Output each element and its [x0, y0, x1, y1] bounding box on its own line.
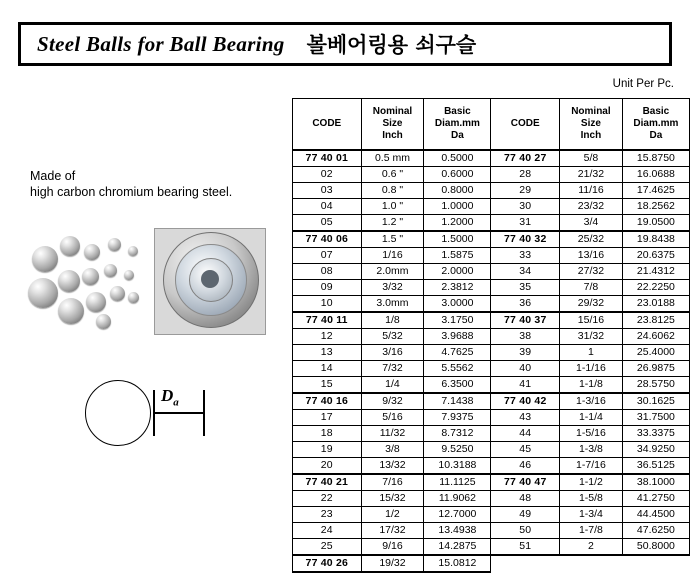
- specification-table: [292, 98, 690, 573]
- cell-code-left: 17: [293, 410, 362, 426]
- cell-nominal-left: 5/16: [361, 410, 424, 426]
- header-code-right: CODE: [491, 99, 560, 151]
- cell-nominal-right: 1-3/16: [560, 393, 623, 410]
- cell-nominal-right: 1-7/8: [560, 523, 623, 539]
- table-row: [293, 183, 690, 199]
- cell-code-left: 77 40 16: [293, 393, 362, 410]
- cell-nominal-right: 1-7/16: [560, 458, 623, 475]
- cell-code-right: 30: [491, 199, 560, 215]
- cell-code-left: 02: [293, 167, 362, 183]
- cell-code-left: 25: [293, 539, 362, 556]
- cell-basic-left: 2.0000: [424, 264, 491, 280]
- cell-code-right: 39: [491, 345, 560, 361]
- cell-nominal-left: 0.8 ": [361, 183, 424, 199]
- cell-basic-left: 0.6000: [424, 167, 491, 183]
- steel-ball-icon: [32, 246, 58, 272]
- cell-nominal-right: 7/8: [560, 280, 623, 296]
- cell-nominal-right: 27/32: [560, 264, 623, 280]
- cell-code-left: 04: [293, 199, 362, 215]
- page-title-korean: 볼베어링용 쇠구슬: [306, 33, 477, 57]
- cell-basic-left: 2.3812: [424, 280, 491, 296]
- cell-basic-right: 17.4625: [622, 183, 689, 199]
- cell-nominal-left: 1/8: [361, 312, 424, 329]
- cell-code-left: 22: [293, 491, 362, 507]
- cell-nominal-right: 3/4: [560, 215, 623, 232]
- steel-ball-icon: [60, 236, 80, 256]
- table-row: [293, 296, 690, 313]
- cell-code-right: 36: [491, 296, 560, 313]
- table-row: [293, 426, 690, 442]
- cell-basic-right: 20.6375: [622, 248, 689, 264]
- cell-nominal-left: 0.5 mm: [361, 150, 424, 167]
- cell-code-right: 77 40 32: [491, 231, 560, 248]
- cell-basic-left: 0.8000: [424, 183, 491, 199]
- cell-basic-right: 15.8750: [622, 150, 689, 167]
- cell-code-left: 77 40 06: [293, 231, 362, 248]
- cell-nominal-right: 2: [560, 539, 623, 556]
- steel-ball-icon: [82, 268, 99, 285]
- cell-basic-left: 3.0000: [424, 296, 491, 313]
- cell-nominal-left: 3/16: [361, 345, 424, 361]
- dimension-label: $D_a$: [161, 386, 179, 409]
- cell-code-right: 77 40 27: [491, 150, 560, 167]
- cell-nominal-left: 17/32: [361, 523, 424, 539]
- cell-nominal-right: 21/32: [560, 167, 623, 183]
- table-row: [293, 231, 690, 248]
- steel-ball-icon: [128, 292, 139, 303]
- cell-basic-right: 19.0500: [622, 215, 689, 232]
- table-row: [293, 555, 690, 572]
- cell-basic-left: 11.1125: [424, 474, 491, 491]
- cell-nominal-right: 23/32: [560, 199, 623, 215]
- cell-nominal-left: 1.2 ": [361, 215, 424, 232]
- table-row: [293, 474, 690, 491]
- table-row: [293, 442, 690, 458]
- header-basic-right: Basic Diam.mm Da: [622, 99, 689, 151]
- cell-basic-right: 19.8438: [622, 231, 689, 248]
- cell-code-left: 13: [293, 345, 362, 361]
- cell-code-right: 38: [491, 329, 560, 345]
- cell-nominal-left: 13/32: [361, 458, 424, 475]
- cell-basic-left: 10.3188: [424, 458, 491, 475]
- table-body: [293, 150, 690, 572]
- header-nominal-left: Nominal Size Inch: [361, 99, 424, 151]
- cell-code-right: 35: [491, 280, 560, 296]
- table-row: [293, 312, 690, 329]
- table-row: [293, 329, 690, 345]
- cell-code-left: 15: [293, 377, 362, 394]
- cell-basic-right: 31.7500: [622, 410, 689, 426]
- table-row: [293, 361, 690, 377]
- table-row: [293, 264, 690, 280]
- cell-basic-right: 44.4500: [622, 507, 689, 523]
- cell-code-right: 40: [491, 361, 560, 377]
- steel-ball-icon: [110, 286, 125, 301]
- cell-basic-right: 36.5125: [622, 458, 689, 475]
- cell-nominal-left: 3/32: [361, 280, 424, 296]
- cell-code-left: 12: [293, 329, 362, 345]
- cell-basic-right: 28.5750: [622, 377, 689, 394]
- cell-nominal-left: 0.6 ": [361, 167, 424, 183]
- cell-code-left: 03: [293, 183, 362, 199]
- cell-nominal-left: 1/2: [361, 507, 424, 523]
- cell-basic-right: 25.4000: [622, 345, 689, 361]
- table-row: [293, 523, 690, 539]
- cell-code-right: 51: [491, 539, 560, 556]
- cell-code-right: 46: [491, 458, 560, 475]
- table-row: [293, 248, 690, 264]
- cell-nominal-right: 5/8: [560, 150, 623, 167]
- cell-nominal-left: 11/32: [361, 426, 424, 442]
- steel-ball-icon: [108, 238, 121, 251]
- cell-basic-left: 4.7625: [424, 345, 491, 361]
- cell-basic-left: 7.9375: [424, 410, 491, 426]
- table-row: [293, 215, 690, 232]
- cell-code-left: 18: [293, 426, 362, 442]
- table-row: [293, 167, 690, 183]
- cell-nominal-right: 1-1/16: [560, 361, 623, 377]
- cell-code-left: 14: [293, 361, 362, 377]
- specification-table-wrapper: [292, 98, 690, 573]
- cell-basic-right-empty: [622, 555, 689, 572]
- cell-basic-left: 3.1750: [424, 312, 491, 329]
- cell-basic-right: 16.0688: [622, 167, 689, 183]
- cell-basic-right: 23.8125: [622, 312, 689, 329]
- cell-code-right: 48: [491, 491, 560, 507]
- cell-basic-left: 11.9062: [424, 491, 491, 507]
- cell-code-right: 77 40 42: [491, 393, 560, 410]
- cell-basic-left: 6.3500: [424, 377, 491, 394]
- steel-ball-icon: [28, 278, 58, 308]
- ball-outline-icon: [85, 380, 151, 446]
- cell-basic-right: 30.1625: [622, 393, 689, 410]
- cell-basic-left: 0.5000: [424, 150, 491, 167]
- table-row: [293, 393, 690, 410]
- cell-code-right: 28: [491, 167, 560, 183]
- cell-basic-left: 5.5562: [424, 361, 491, 377]
- cell-basic-left: 9.5250: [424, 442, 491, 458]
- cell-basic-right: 33.3375: [622, 426, 689, 442]
- cell-code-right: 33: [491, 248, 560, 264]
- cell-nominal-right: 25/32: [560, 231, 623, 248]
- header-code-left: CODE: [293, 99, 362, 151]
- cell-code-left: 77 40 26: [293, 555, 362, 572]
- cell-basic-right: 26.9875: [622, 361, 689, 377]
- steel-ball-icon: [96, 314, 111, 329]
- cell-basic-left: 14.2875: [424, 539, 491, 556]
- cell-nominal-right: 11/16: [560, 183, 623, 199]
- table-row: [293, 280, 690, 296]
- cell-basic-right: 21.4312: [622, 264, 689, 280]
- table-row: [293, 507, 690, 523]
- cell-nominal-right: 31/32: [560, 329, 623, 345]
- cell-nominal-right: 1-5/8: [560, 491, 623, 507]
- cell-nominal-left: 7/16: [361, 474, 424, 491]
- table-row: [293, 199, 690, 215]
- table-row: [293, 377, 690, 394]
- cell-basic-right: 34.9250: [622, 442, 689, 458]
- steel-balls-illustration: [24, 230, 154, 340]
- cell-code-left: 24: [293, 523, 362, 539]
- cell-basic-left: 1.2000: [424, 215, 491, 232]
- table-row: [293, 150, 690, 167]
- cell-nominal-left: 9/16: [361, 539, 424, 556]
- steel-ball-icon: [124, 270, 134, 280]
- bearing-bore: [201, 270, 219, 288]
- cell-basic-right: 22.2250: [622, 280, 689, 296]
- cell-nominal-right: 1-1/4: [560, 410, 623, 426]
- steel-ball-icon: [128, 246, 138, 256]
- cell-nominal-left: 1.0 ": [361, 199, 424, 215]
- cell-nominal-left: 1/16: [361, 248, 424, 264]
- cell-nominal-right: 15/16: [560, 312, 623, 329]
- cell-basic-right: 47.6250: [622, 523, 689, 539]
- cell-nominal-right: 1-1/2: [560, 474, 623, 491]
- steel-ball-icon: [58, 270, 80, 292]
- cell-code-left: 07: [293, 248, 362, 264]
- material-description: Made of high carbon chromium bearing steel.: [30, 169, 233, 199]
- steel-ball-icon: [58, 298, 84, 324]
- cell-nominal-left: 9/32: [361, 393, 424, 410]
- diameter-diagram: [85, 378, 255, 450]
- cell-code-left: 19: [293, 442, 362, 458]
- cell-basic-right: 50.8000: [622, 539, 689, 556]
- cell-nominal-right: 1: [560, 345, 623, 361]
- cell-basic-left: 8.7312: [424, 426, 491, 442]
- cell-nominal-right: 29/32: [560, 296, 623, 313]
- cell-nominal-left: 2.0mm: [361, 264, 424, 280]
- cell-code-left: 23: [293, 507, 362, 523]
- cell-code-right: 45: [491, 442, 560, 458]
- cell-nominal-left: 7/32: [361, 361, 424, 377]
- cell-nominal-right-empty: [560, 555, 623, 572]
- cell-basic-left: 15.0812: [424, 555, 491, 572]
- cell-nominal-right: 1-3/8: [560, 442, 623, 458]
- cell-nominal-left: 3.0mm: [361, 296, 424, 313]
- steel-ball-icon: [86, 292, 106, 312]
- table-row: [293, 539, 690, 556]
- cell-basic-right: 23.0188: [622, 296, 689, 313]
- cell-code-right: 43: [491, 410, 560, 426]
- cell-basic-left: 1.0000: [424, 199, 491, 215]
- header-basic-left: Basic Diam.mm Da: [424, 99, 491, 151]
- cell-basic-right: 18.2562: [622, 199, 689, 215]
- cell-basic-left: 12.7000: [424, 507, 491, 523]
- cell-code-right: 44: [491, 426, 560, 442]
- table-header-row: [293, 99, 690, 151]
- cell-nominal-right: 1-5/16: [560, 426, 623, 442]
- cell-code-right: 49: [491, 507, 560, 523]
- table-row: [293, 345, 690, 361]
- steel-ball-icon: [104, 264, 117, 277]
- cell-code-left: 09: [293, 280, 362, 296]
- cell-nominal-right: 1-1/8: [560, 377, 623, 394]
- cell-code-right: 31: [491, 215, 560, 232]
- title-banner: [18, 22, 672, 66]
- illustration-group: [24, 228, 264, 358]
- cell-basic-right: 41.2750: [622, 491, 689, 507]
- cell-nominal-right: 1-3/4: [560, 507, 623, 523]
- cell-code-right: 77 40 37: [491, 312, 560, 329]
- cell-code-left: 77 40 11: [293, 312, 362, 329]
- cell-basic-right: 24.6062: [622, 329, 689, 345]
- table-row: [293, 458, 690, 475]
- cell-code-left: 77 40 21: [293, 474, 362, 491]
- cell-code-left: 77 40 01: [293, 150, 362, 167]
- steel-ball-icon: [84, 244, 100, 260]
- cell-code-left: 20: [293, 458, 362, 475]
- table-row: [293, 410, 690, 426]
- cell-basic-left: 7.1438: [424, 393, 491, 410]
- header-nominal-right: Nominal Size Inch: [560, 99, 623, 151]
- cell-nominal-left: 19/32: [361, 555, 424, 572]
- cell-nominal-right: 13/16: [560, 248, 623, 264]
- table-row: [293, 491, 690, 507]
- cell-code-left: 10: [293, 296, 362, 313]
- cell-basic-left: 13.4938: [424, 523, 491, 539]
- cell-nominal-left: 3/8: [361, 442, 424, 458]
- cell-code-left: 08: [293, 264, 362, 280]
- cell-nominal-left: 1.5 ": [361, 231, 424, 248]
- cell-nominal-left: 1/4: [361, 377, 424, 394]
- cell-code-left: 05: [293, 215, 362, 232]
- cell-basic-right: 38.1000: [622, 474, 689, 491]
- cell-code-right: 29: [491, 183, 560, 199]
- cell-nominal-left: 15/32: [361, 491, 424, 507]
- cell-code-right: 41: [491, 377, 560, 394]
- unit-note: Unit Per Pc.: [612, 78, 674, 90]
- cell-basic-left: 1.5000: [424, 231, 491, 248]
- cell-basic-left: 3.9688: [424, 329, 491, 345]
- cell-nominal-left: 5/32: [361, 329, 424, 345]
- page-title-english: Steel Balls for Ball Bearing: [37, 31, 285, 56]
- dimension-line: [153, 412, 205, 414]
- cell-code-right: 34: [491, 264, 560, 280]
- cell-code-right: 50: [491, 523, 560, 539]
- cell-code-right: 77 40 47: [491, 474, 560, 491]
- cell-code-right-empty: [491, 555, 560, 572]
- cell-basic-left: 1.5875: [424, 248, 491, 264]
- ball-bearing-photo: [154, 228, 266, 335]
